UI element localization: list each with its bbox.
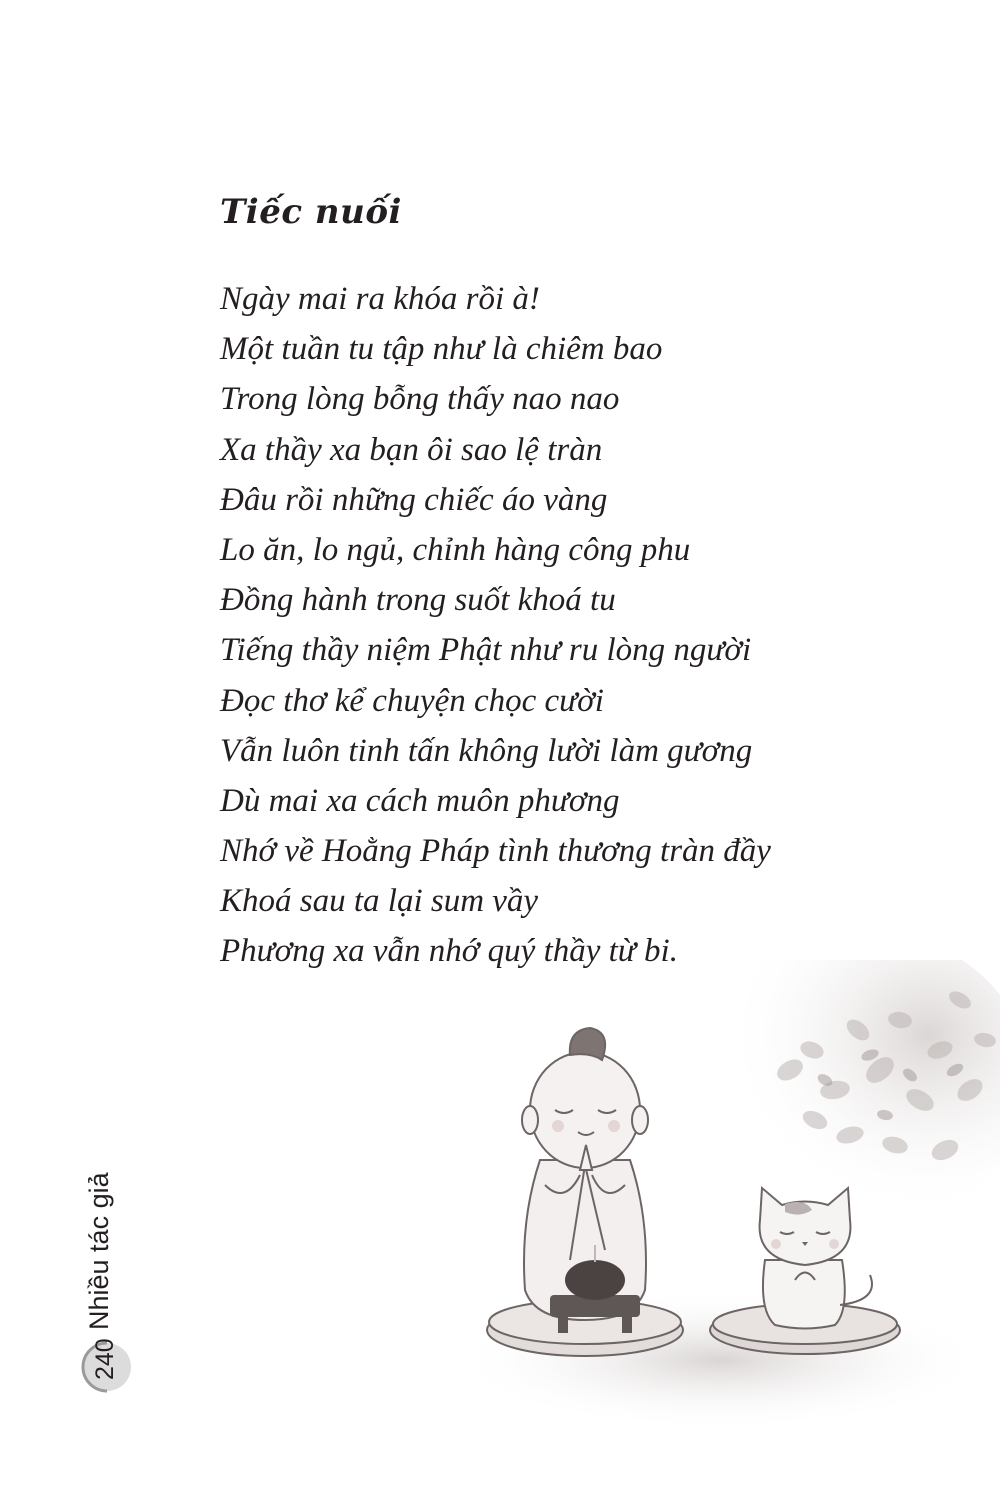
poem-line: Đâu rồi những chiếc áo vàng (220, 481, 608, 518)
poem-line: Khoá sau ta lại sum vầy (220, 883, 539, 920)
poem-line: Một tuần tu tập như là chiêm bao (220, 331, 663, 368)
poem-body (220, 274, 771, 977)
poem-line: Dù mai xa cách muôn phương (220, 782, 620, 819)
poem-line: Đọc thơ kể chuyện chọc cười (220, 682, 604, 719)
poem-line: Trong lòng bỗng thấy nao nao (220, 381, 620, 418)
poem-line: Tiếng thầy niệm Phật như ru lòng người (220, 632, 752, 669)
monk-and-cat-illustration (440, 960, 1000, 1430)
poem-line: Vẫn luôn tinh tấn không lười làm gương (220, 732, 753, 769)
page-number: 240 (91, 1338, 119, 1380)
poem-line: Nhớ về Hoằng Pháp tình thương tràn đầy (220, 833, 771, 870)
poem-line: Đồng hành trong suốt khoá tu (220, 582, 616, 619)
poem-line: Lo ăn, lo ngủ, chỉnh hàng công phu (220, 531, 691, 568)
poem-title: Tiếc nuối (220, 192, 402, 232)
poem-line: Ngày mai ra khóa rồi à! (220, 281, 540, 317)
poem-line: Xa thầy xa bạn ôi sao lệ tràn (220, 431, 603, 468)
author-label: Nhiều tác giả (84, 1172, 114, 1330)
poem-line: Phương xa vẫn nhớ quý thầy từ bi. (220, 933, 678, 970)
